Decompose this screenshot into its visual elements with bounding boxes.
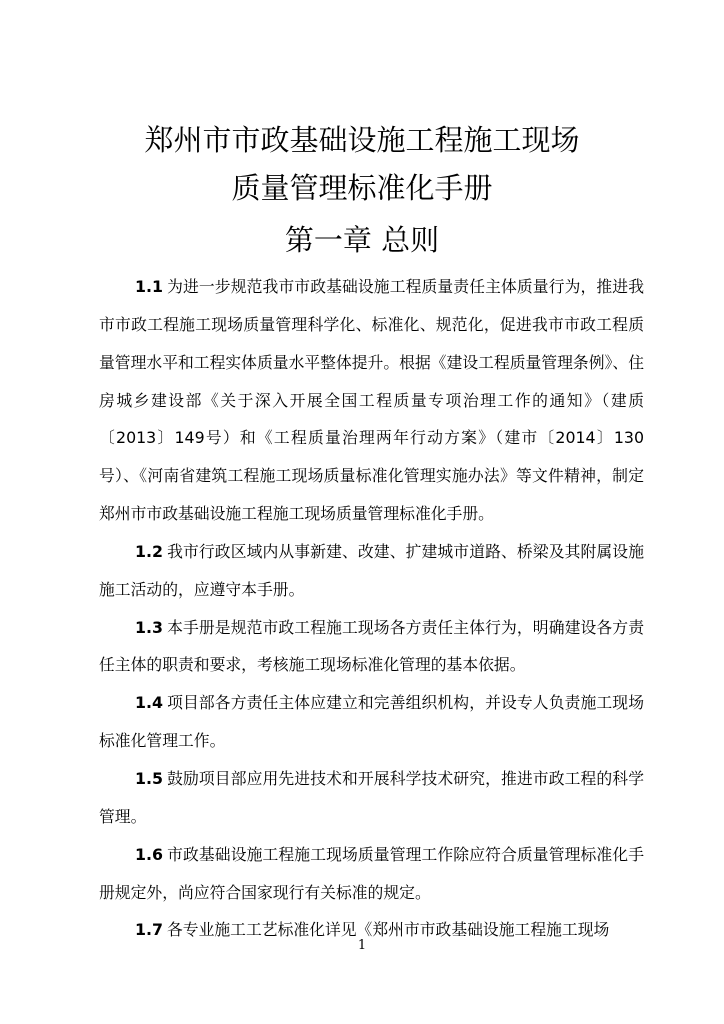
paragraph-number: 1.7 bbox=[135, 920, 163, 940]
paragraph-text: 鼓励项目部应用先进技术和开展科学技术研究，推进市政工程的科学管理。 bbox=[99, 768, 644, 826]
document-body bbox=[99, 268, 644, 949]
paragraph-1-4 bbox=[99, 684, 644, 760]
paragraph-text: 我市行政区域内从事新建、改建、扩建城市道路、桥梁及其附属设施施工活动的，应遵守本手册。 bbox=[99, 541, 644, 599]
paragraph-number: 1.1 bbox=[135, 277, 163, 296]
document-title-line-1: 郑州市市政基础设施工程施工现场 bbox=[144, 123, 580, 157]
paragraph-text: 项目部各方责任主体应建立和完善组织机构，并设专人负责施工现场标准化管理工作。 bbox=[99, 693, 644, 751]
paragraph-1-1 bbox=[99, 268, 644, 533]
paragraph-1-3 bbox=[99, 609, 644, 685]
paragraph-number: 1.5 bbox=[135, 768, 163, 788]
paragraph-number: 1.2 bbox=[135, 541, 163, 561]
paragraph-number: 1.6 bbox=[135, 844, 163, 864]
paragraph-1-5 bbox=[99, 760, 644, 836]
paragraph-1-2 bbox=[99, 533, 644, 609]
paragraph-number: 1.3 bbox=[135, 617, 163, 637]
paragraph-text: 为进一步规范我市市政基础设施工程质量责任主体质量行为，推进我市市政工程施工现场质量管理科学化、标准化、规范化，促进我市市政工程质量管理水平和工程实体质量水平整体提升。根据《建设工程质量管理条例》、住房城乡建设部《关于深入开展全国工程质量专项治理工作的通知》（建质〔2013〕149号）和《工程质量治理两年行动方案》（建市〔2014〕130号）、《河南省建筑工程施工现场质量标准化管理实施办法》等文件精神，制定郑州市市政基础设施工程施工现场质量管理标准化手册。 bbox=[99, 277, 644, 524]
page-number: 1 bbox=[357, 938, 367, 953]
paragraph-1-6 bbox=[99, 836, 644, 912]
paragraph-number: 1.4 bbox=[135, 693, 163, 713]
paragraph-text: 各专业施工工艺标准化详见《郑州市市政基础设施工程施工现场 bbox=[166, 920, 610, 940]
paragraph-text: 市政基础设施工程施工现场质量管理工作除应符合质量管理标准化手册规定外，尚应符合国家现行有关标准的规定。 bbox=[99, 844, 644, 902]
chapter-heading: 第一章 总则 bbox=[284, 223, 440, 257]
paragraph-text: 本手册是规范市政工程施工现场各方责任主体行为，明确建设各方责任主体的职责和要求，考核施工现场标准化管理的基本依据。 bbox=[99, 617, 644, 675]
document-title-line-2: 质量管理标准化手册 bbox=[231, 171, 493, 205]
